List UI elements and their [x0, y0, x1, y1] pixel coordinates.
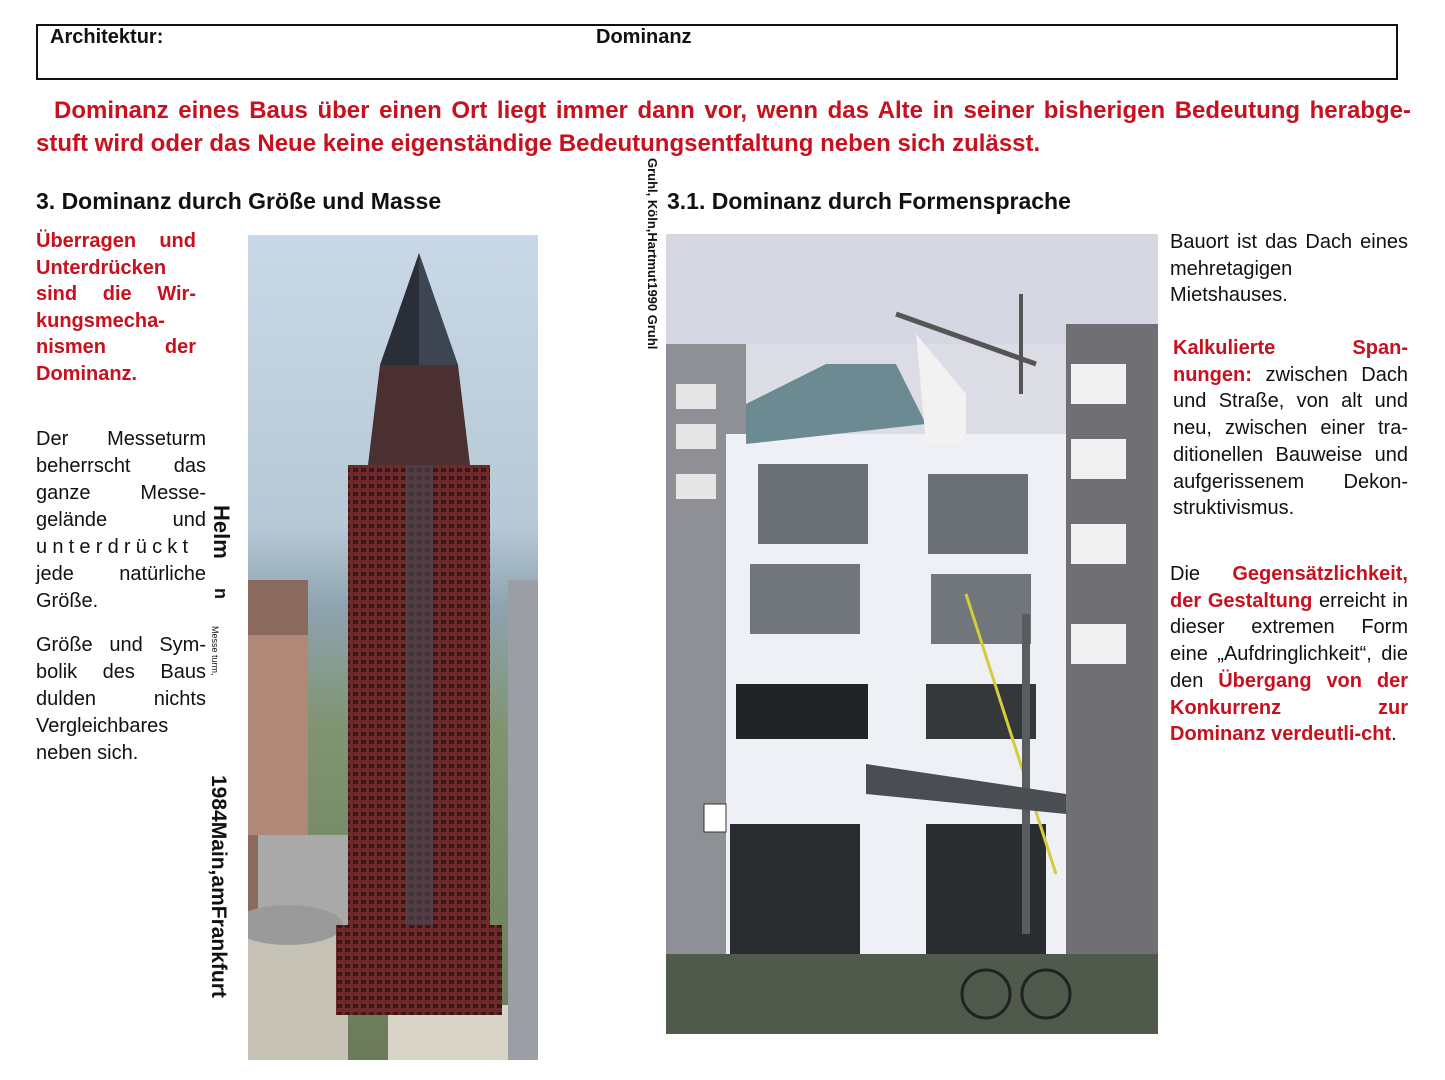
photo-credit: Gruhl, Köln,Hartmut1990 Gruhl	[645, 158, 660, 350]
caption-frankfurt: 1984Main,amFrankfurt	[207, 775, 230, 998]
right-paragraph-2	[1173, 335, 1408, 522]
header-topic: Dominanz	[596, 26, 692, 48]
section-title-left: 3. Dominanz durch Größe und Masse	[36, 188, 442, 214]
right-paragraph-3-a: Die	[1170, 563, 1233, 585]
caption-messeturm: Messe turm,	[210, 626, 220, 676]
right-paragraph-1: Bauort ist das Dach eines mehretagigen Mietshauses.	[1170, 231, 1408, 307]
right-paragraph-3-red-2: Übergang von der Konkurrenz zur Dominanz verdeutli-cht	[1170, 669, 1408, 746]
left-paragraph-1	[36, 426, 206, 615]
right-paragraph-3-red-1: Gegensätzlichkeit, der Gestaltung	[1170, 563, 1408, 612]
left-paragraph-1-b: jede natürliche Größe.	[36, 563, 206, 612]
left-paragraph-2: Größe und Sym-bolik des Baus dulden nichts Vergleichbares neben sich.	[36, 634, 206, 764]
header-box	[36, 24, 1398, 80]
intro-definition: Dominanz eines Baus über einen Ort liegt immer dann vor, wenn das Alte in seiner bisherigen Bedeutung herabge-stuft wird oder das Neue keine eigenständige Bedeutungsentfaltung neben sich zulässt.	[36, 97, 1411, 157]
right-paragraph-2-red: Kalkulierte Span-nungen:	[1173, 337, 1408, 386]
left-paragraph-1-a: Der Messeturm beherrscht das ganze Messe-gelände und	[36, 428, 206, 531]
right-paragraph-2-rest: zwischen Dach und Straße, von alt und neu, zwischen einer tra-ditionellen Bauweise und aufgerissenem Dekon-struktivismus.	[1173, 363, 1408, 520]
caption-n: n	[211, 588, 231, 599]
left-red-text: Überragen und Unterdrücken sind die Wir-kungsmecha-nismen der Dominanz.	[36, 230, 196, 385]
right-paragraph-3-b: erreicht in dieser extremen Form eine „Aufdringlichkeit“, die den	[1170, 589, 1408, 692]
right-paragraph-3	[1170, 561, 1408, 748]
right-paragraph-3-c: .	[1391, 723, 1397, 746]
messeturm-photo	[248, 235, 538, 1060]
section-title-right: 3.1. Dominanz durch Formensprache	[667, 188, 1071, 214]
header-subject: Architektur:	[50, 26, 164, 48]
caption-helm: Helm	[209, 505, 234, 559]
rooftop-photo	[666, 234, 1158, 1034]
left-paragraph-1-spaced: unterdrückt	[36, 536, 194, 558]
